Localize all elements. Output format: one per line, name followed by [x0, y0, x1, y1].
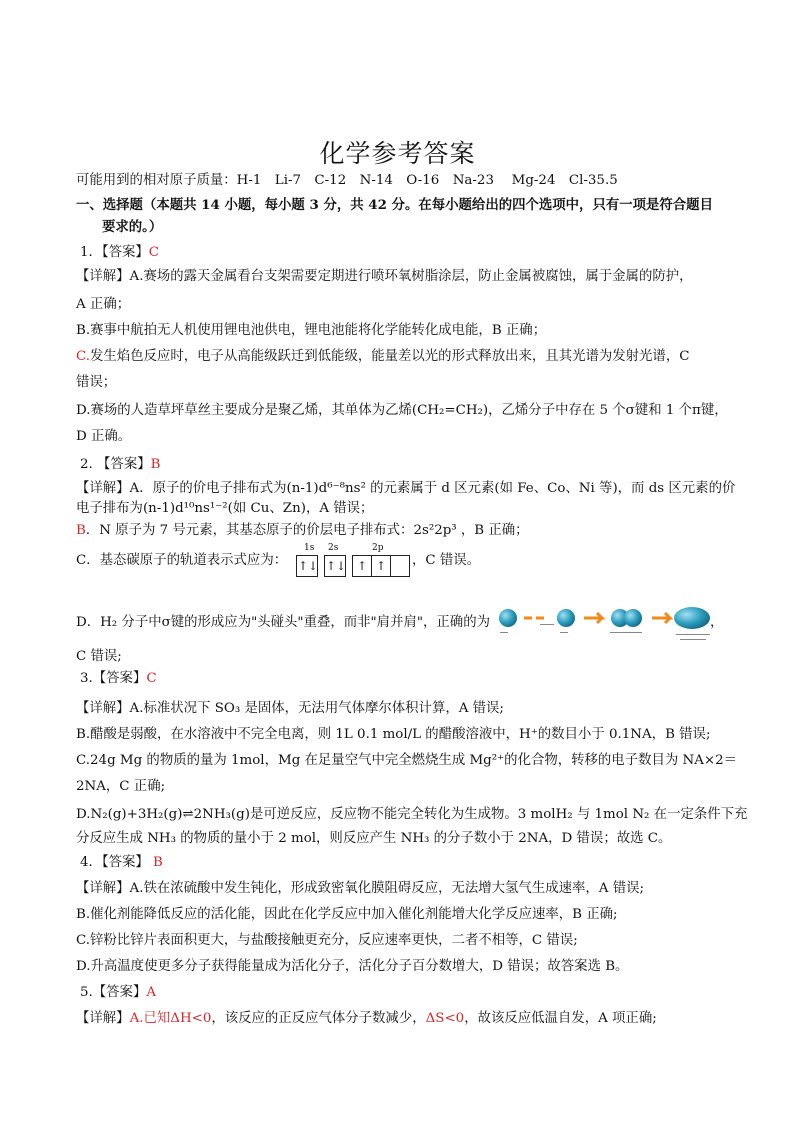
orbital-box-1s [296, 555, 318, 577]
h-atom-icon [557, 609, 575, 627]
page-title: 化学参考答案 [319, 139, 476, 168]
q3-explain-1: 【详解】A.标准状况下 SO₃ 是固体，无法用气体摩尔体积计算，A 错误; [76, 701, 504, 716]
section-heading-cont: 要求的。） [102, 219, 163, 235]
tiny-caption-mark [676, 634, 710, 635]
orbital-label-2s: 2s [328, 543, 339, 553]
h-atom-icon [499, 609, 517, 627]
q5-delta-h: A.已知ΔH<0 [129, 1011, 212, 1026]
empty-orbital [391, 556, 409, 576]
q1-explain-1: 【详解】A.赛场的露天金属看台支架需要定期进行喷环氧树脂涂层，防止金属被腐蚀，属于金属的防护， [76, 269, 693, 284]
q2-explain-5-end: ， [710, 615, 724, 630]
tiny-caption-mark [540, 624, 554, 625]
q1-explain-6: D.赛场的人造草坪草丝主要成分是聚乙烯，其单体为乙烯(CH₂=CH₂)，乙烯分子中存在 5 个σ键和 1 个π键， [76, 403, 728, 418]
section-heading: 一、选择题（本题共 14 小题，每小题 3 分，共 42 分。在每小题给出的四个选项中，只有一项是符合题目 [76, 197, 713, 213]
q1-option-c: C. [76, 349, 91, 364]
q4-explain-1: 【详解】A.铁在浓硫酸中发生钝化，形成致密氧化膜阻碍反应，无法增大氢气生成速率，A 错误; [76, 881, 644, 896]
q2-explain-2: 电子排布为(n-1)d¹⁰ns¹⁻²(如 Cu、Zn)，A 错误； [76, 501, 374, 516]
paired-arrows-icon: ↑↓ [326, 559, 347, 573]
orbital-label-2p: 2p [372, 543, 384, 553]
sigma-bond-diagram [496, 604, 722, 644]
q5-delta-s: ΔS<0 [425, 1011, 465, 1026]
q1-answer [80, 244, 730, 262]
q5-answer [80, 984, 730, 1002]
q3-explain-5: D.N₂(g)+3H₂(g)⇌2NH₃(g)是可逆反应，反应物不能完全转化为生成物。3 molH₂ 与 1mol N₂ 在一定条件下充 [76, 807, 748, 822]
q5-answer-letter: A [146, 985, 157, 1000]
q2-explain-1: 【详解】A．原子的价电子排布式为(n-1)d⁶⁻⁸ns² 的元素属于 d 区元素(如 Fe、Co、Ni 等)，而 ds 区元素的价 [76, 481, 736, 496]
q2-explain-5: D．H₂ 分子中σ键的形成应为"头碰头"重叠，而非"肩并肩"，正确的为 [76, 615, 490, 630]
arrow-icon [652, 613, 670, 623]
tiny-caption-mark [680, 639, 706, 640]
q1-explain-3: B.赛事中航拍无人机使用锂电池供电，锂电池能将化学能转化成电能，B 正确； [76, 323, 547, 338]
q5-explain-1 [76, 1010, 726, 1028]
q4-explain-2: B.催化剂能降低反应的活化能，因此在化学反应中加入催化剂能增大化学反应速率，B 正确; [76, 907, 618, 922]
q1-explain-7: D 正确。 [76, 429, 132, 444]
q1-number: 1．【答案】 [80, 245, 149, 260]
q5-explain-label: 【详解】 [76, 1011, 130, 1026]
q2-number: 2. 【答案】 [80, 457, 151, 472]
q3-answer-letter: C [146, 671, 157, 686]
tiny-caption-mark [560, 632, 568, 633]
q4-explain-3: C.锌粉比锌片表面积更大，与盐酸接触更充分，反应速率更快，二者不相等，C 错误; [76, 933, 578, 948]
q1-explain-4 [76, 348, 726, 366]
q2-answer-letter: B [150, 457, 161, 472]
q5-explain-text-2: ，故该反应低温自发，A 项正确; [464, 1011, 657, 1026]
q1-explain-4-text: 发生焰色反应时，电子从高能级跃迁到低能级，能量差以光的形式释放出来，且其光谱为发射光谱，C [90, 349, 690, 364]
q5-number: 5.【答案】 [80, 985, 147, 1000]
h2-molecule-icon [674, 607, 710, 629]
orbital-label-1s: 1s [304, 543, 315, 553]
q2-option-b: B [76, 523, 86, 538]
q4-answer-letter: B [153, 855, 163, 870]
q4-number: 4．【答案】 [80, 855, 154, 870]
q1-answer-letter: C [148, 245, 160, 260]
q3-answer [80, 670, 730, 688]
paired-arrows-icon: ↑↓ [298, 559, 319, 573]
up-arrow-icon: ↑ [372, 556, 391, 576]
q2-explain-6: C 错误; [76, 649, 122, 664]
q3-explain-6: 分反应生成 NH₃ 的物质的量小于 2 mol，则反应产生 NH₃ 的分子数小于 2NA，D 错误；故选 C。 [76, 831, 672, 846]
q4-explain-4: D.升高温度使更多分子获得能量成为活化分子，活化分子百分数增大，D 错误；故答案选 B。 [76, 959, 629, 974]
q2-explain-4-end: ，C 错误。 [412, 553, 481, 568]
orbital-box-2p [352, 555, 410, 577]
q1-explain-2: A 正确； [76, 297, 131, 312]
tiny-caption-mark [500, 632, 508, 633]
q2-answer [80, 456, 730, 474]
arrow-icon [584, 613, 602, 623]
q2-explain-3-text: ．N 原子为 7 号元素，其基态原子的价层电子排布式：2s²2p³ ，B 正确； [85, 523, 529, 538]
q4-answer [80, 854, 730, 872]
up-arrow-icon: ↑ [353, 556, 372, 576]
q2-explain-4-text: C．基态碳原子的轨道表示式应为： [76, 553, 288, 568]
q3-explain-3: C.24g Mg 的物质的量为 1mol，Mg 在足量空气中完全燃烧生成 Mg²⁺的化合物，转移的电子数目为 NA×2＝ [76, 753, 738, 768]
q3-explain-2: B.醋酸是弱酸，在水溶液中不完全电离，则 1L 0.1 mol/L 的醋酸溶液中，H⁺的数目小于 0.1NA，B 错误; [76, 727, 711, 742]
q1-explain-5: 错误； [76, 375, 117, 390]
q2-explain-3 [76, 522, 726, 540]
tiny-caption-mark [610, 632, 642, 633]
q5-explain-text-1: ，该反应的正反应气体分子数减少， [211, 1011, 426, 1026]
orbital-diagram [290, 543, 430, 583]
q3-explain-4: 2NA，C 正确; [76, 779, 166, 794]
h-atom-icon [624, 609, 642, 627]
orbital-box-2s [324, 555, 346, 577]
atomic-masses: 可能用到的相对原子质量：H-1 Li-7 C-12 N-14 O-16 Na-23 Mg-24 Cl-35.5 [76, 173, 618, 188]
q3-number: 3.【答案】 [80, 671, 147, 686]
